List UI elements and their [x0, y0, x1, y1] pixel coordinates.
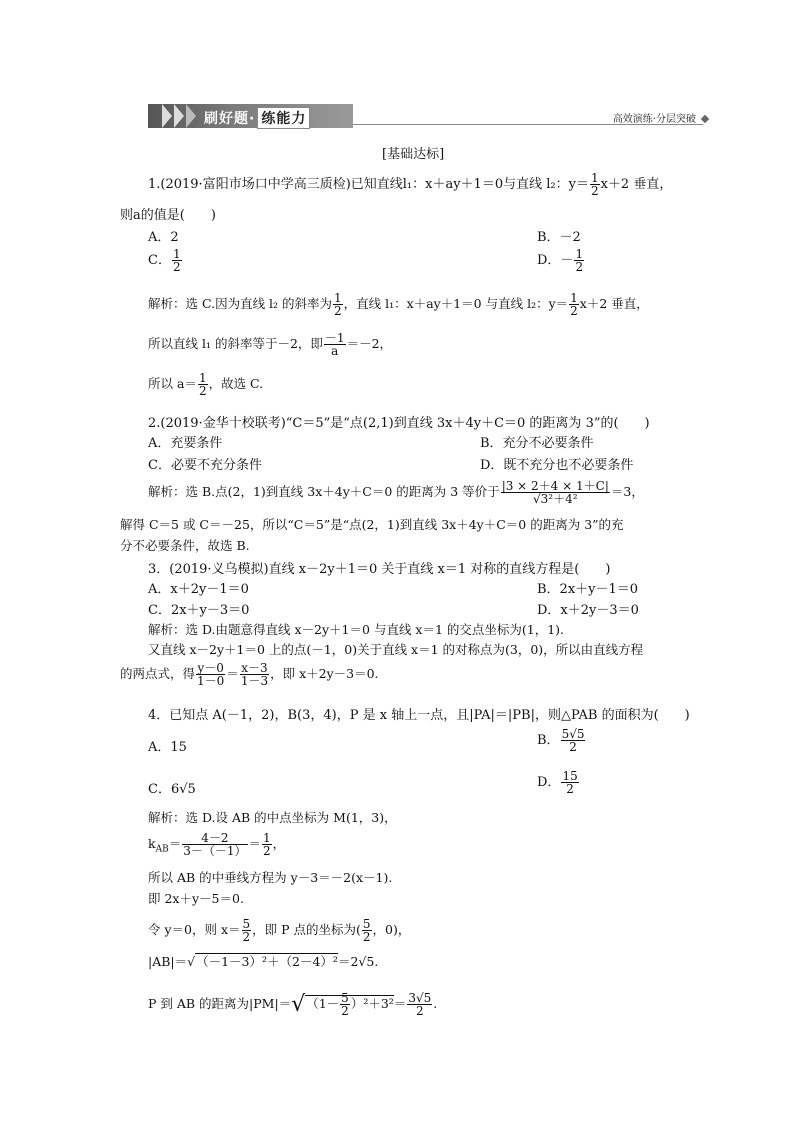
q4-solution-line5 [148, 918, 410, 943]
q4-option-d-frac [561, 770, 578, 795]
q2-solution-line2: 解得 C＝5 或 C＝－25，所以“C＝5”是“点(2，1)到直线 3x＋4y＋C＝0 的距离为 3”的充 [120, 517, 624, 532]
sol-frac [340, 992, 350, 1017]
q1-stem-d: 则a的值是( ) [120, 208, 216, 223]
q4-option-b-frac [561, 728, 586, 753]
q3-option-a: A．x＋2y－1＝0 [148, 582, 249, 597]
sol-text: ，直线 l₁：x＋ay＋1＝0 与直线 l₂：y＝ [343, 296, 569, 311]
q1-option-c-label: C． [148, 253, 171, 268]
chevron-right-icon [162, 104, 172, 128]
chevron-right-icon [186, 104, 196, 128]
q1-solution-line1 [148, 292, 649, 317]
q1-option-c [148, 248, 183, 273]
frac-den: 2 [172, 260, 181, 274]
sol-text: 解析：选 C.因为直线 l₂ 的斜率为 [148, 296, 333, 311]
sol-frac [198, 372, 208, 397]
q1-option-d [537, 248, 585, 273]
subscript: AB [155, 844, 169, 855]
sol-text: ，0)， [372, 922, 411, 937]
frac-num: 5 [242, 917, 251, 931]
sol-frac [333, 292, 343, 317]
sol-text: ，故选 C. [208, 376, 264, 391]
section-banner [148, 104, 708, 128]
q1-half-frac [590, 172, 600, 197]
sol-text: ）²＋3² [350, 996, 394, 1011]
sol-text: ＝ [248, 836, 262, 851]
q1-option-d-label: D．－ [537, 253, 574, 268]
frac-num: 5 [341, 991, 349, 1005]
sol-text: |AB|＝ [148, 954, 188, 969]
frac-num: |3 × 2＋4 × 1＋C| [501, 479, 609, 493]
q4-option-c: C．6√5 [148, 782, 196, 797]
sol-text: 解析：选 B.点(2，1)到直线 3x＋4y＋C＝0 的距离为 3 等价于 [148, 484, 500, 499]
frac-num: 1 [334, 291, 342, 305]
q1-stem-b: l₁：x＋ay＋1＝0与直线 l₂：y＝ [402, 177, 589, 192]
q4-option-d [537, 770, 580, 795]
sol-text: k [148, 836, 156, 851]
frac-num: 5√5 [561, 727, 585, 741]
q2-option-c: C．必要不充分条件 [148, 458, 262, 473]
option-label: B． [537, 733, 560, 748]
sqrt-content [305, 991, 394, 1018]
sqrt-content: （－1－3）²＋（2－4）² [196, 954, 338, 969]
sol-frac [407, 992, 432, 1017]
q4-option-a: A．15 [148, 740, 187, 755]
frac-den: 2 [362, 930, 371, 944]
q1-option-a: A．2 [148, 230, 179, 245]
sol-text: ＝ [168, 836, 182, 851]
q3-option-c: C．2x＋y－3＝0 [148, 603, 250, 618]
sol-text: P 到 AB 的距离为|PM|＝ [148, 996, 292, 1011]
q3-solution-line2: 又直线 x－2y＋1＝0 上的点(－1，0)关于直线 x＝1 的对称点为(3，0)，所以由直线方程 [148, 642, 644, 657]
frac-den: 2 [407, 1004, 432, 1017]
frac-den: 2 [575, 260, 584, 274]
frac-den: √3²＋4² [501, 492, 610, 505]
frac-num: 5 [362, 917, 371, 931]
frac-num: －1 [324, 331, 345, 345]
sol-frac [569, 292, 579, 317]
q4-solution-line7: P 到 AB 的距离为|PM|＝√（1－ $\frac{5}{2}$ ）²＋3²＝ $\frac{3√5}{2}$ . [148, 991, 438, 1018]
q4-solution-line3: 所以 AB 的中垂线方程为 y－3＝－2(x－1). [148, 870, 393, 885]
sol-text: x＋2 垂直， [579, 296, 649, 311]
q1-option-c-frac [172, 248, 182, 273]
q1-stem-a: 1.(2019·富阳市场口中学高三质检)已知直线 [148, 177, 403, 192]
frac-num: x－3 [241, 661, 268, 675]
sol-text: 所以直线 l₁ 的斜率等于－2，即 [148, 336, 323, 351]
frac-num: 1 [198, 371, 207, 385]
sol-text: . [433, 996, 438, 1011]
frac-den: 2 [263, 844, 271, 858]
sol-text: ＝3， [610, 484, 644, 499]
q3-option-d: D．x＋2y－3＝0 [537, 603, 639, 618]
sol-frac [196, 662, 225, 687]
frac-num: 1 [263, 831, 271, 845]
diamond-icon [701, 115, 709, 123]
option-label: D． [537, 775, 561, 790]
frac-den: 2 [561, 740, 586, 753]
frac-den: 2 [570, 304, 578, 318]
q3-solution-line3: 的两点式，得 $\frac{y-0}{1-0}$ ＝ $\frac{x-3}{1-3}$ ，即 x＋2y－3＝0. [120, 661, 379, 688]
sol-text: ，即 x＋2y－3＝0. [270, 666, 379, 681]
sol-text: ， [272, 836, 286, 851]
sol-text: 的两点式，得 [120, 666, 196, 681]
q1-solution-line2 [148, 332, 392, 357]
q2-solution-line3: 分不必要条件，故选 B. [120, 538, 250, 553]
frac-den: 1－3 [240, 674, 269, 688]
frac-den: 1－0 [197, 674, 225, 688]
sol-text: ，即 P 点的坐标为( [252, 922, 361, 937]
frac-den: 2 [561, 782, 578, 795]
banner-title [204, 107, 310, 129]
section-title: [基础达标] [382, 147, 445, 162]
q2-stem: 2.(2019·金华十校联考)“C＝5”是“点(2,1)到直线 3x＋4y＋C＝0 的距离为 3”的( ) [148, 416, 650, 431]
q1-stem [148, 172, 672, 197]
frac-den: 2 [590, 184, 599, 198]
sol-text: ＝－2， [346, 336, 393, 351]
q4-solution-line4: 即 2x＋y－5＝0. [148, 891, 244, 906]
frac-den: 2 [334, 304, 342, 318]
frac-den: 2 [198, 384, 207, 398]
frac-den: a [324, 344, 346, 357]
q4-solution-line2 [148, 832, 285, 857]
q1-option-b: B．－2 [537, 230, 581, 245]
frac-den: 3－（－1） [183, 844, 247, 858]
chevron-right-icon [174, 104, 184, 128]
q4-stem: 4．已知点 A(－1，2)，B(3，4)，P 是 x 轴上一点，且|PA|＝|PB|，则△PAB 的面积为( ) [148, 708, 690, 723]
sol-frac [240, 662, 269, 687]
sol-text: （1－ [306, 996, 340, 1011]
frac-num: 1 [575, 247, 584, 261]
frac-den: 2 [341, 1004, 349, 1018]
frac-num: 4－2 [201, 831, 229, 845]
sol-frac [242, 918, 252, 943]
q3-option-b: B．2x＋y－1＝0 [537, 582, 639, 597]
q1-stem-c: x＋2 垂直， [600, 177, 673, 192]
sol-frac [262, 832, 272, 857]
sol-text: ＝2√5. [337, 954, 379, 969]
sol-frac [362, 918, 372, 943]
q3-stem: 3．(2019·义乌模拟)直线 x－2y＋1＝0 关于直线 x＝1 对称的直线方程是( ) [148, 562, 611, 577]
frac-num: 1 [172, 247, 181, 261]
banner-title-a: 刷好题· [204, 111, 256, 127]
frac-num: 3√5 [408, 991, 432, 1005]
frac-den: 2 [242, 930, 251, 944]
sol-frac [324, 332, 346, 357]
q2-option-a: A．充要条件 [148, 436, 223, 451]
frac-num: 15 [562, 769, 578, 783]
sol-frac [501, 480, 610, 505]
q2-solution-line1 [148, 480, 644, 505]
banner-title-b: 练能力 [257, 107, 310, 129]
sol-text: 令 y＝0，则 x＝ [148, 922, 241, 937]
sol-frac [182, 832, 247, 857]
q4-solution-line6: |AB|＝√（－1－3）²＋（2－4）²＝2√5. [148, 954, 379, 969]
sol-text: 所以 a＝ [148, 376, 197, 391]
q4-option-b [537, 728, 586, 753]
q4-solution-line1: 解析：选 D.设 AB 的中点坐标为 M(1，3)， [148, 810, 397, 825]
q1-solution-line3 [148, 372, 263, 397]
frac-num: y－0 [197, 661, 224, 675]
q1-option-d-frac [574, 248, 584, 273]
q2-option-d: D．既不充分也不必要条件 [480, 458, 634, 473]
sol-text: ＝ [393, 996, 407, 1011]
banner-subtitle: 高效演练·分层突破 [612, 114, 696, 125]
q2-option-b: B．充分不必要条件 [480, 436, 594, 451]
q3-solution-line1: 解析：选 D.由题意得直线 x－2y＋1＝0 与直线 x＝1 的交点坐标为(1，1). [148, 622, 565, 637]
frac-num: 1 [590, 171, 599, 185]
frac-num: 1 [570, 291, 578, 305]
